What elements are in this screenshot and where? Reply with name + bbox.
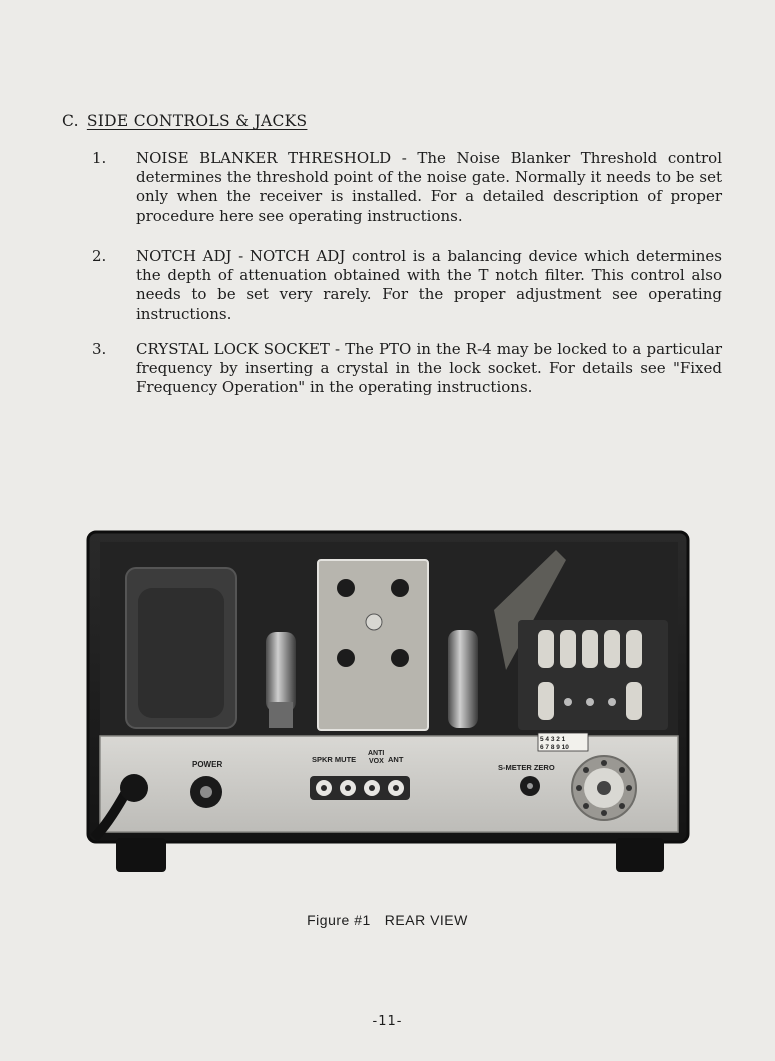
section-letter: C. [62,112,79,130]
socket-numbers-row1: 5 4 3 2 1 [540,736,566,743]
s-meter-zero-label: S-METER ZERO [498,763,555,772]
right-foot [616,838,664,872]
page-number: -11- [372,1014,403,1029]
section-title: SIDE CONTROLS & JACKS [86,112,308,130]
list-item [92,149,722,226]
item-text: CRYSTAL LOCK SOCKET - The PTO in the R-4 may be locked to a particular frequency by inserting a crystal in the lock socket. For details see "Fixed Frequency Operation" in the operating instructions. [136,340,722,397]
item-text: NOTCH ADJ - NOTCH ADJ control is a balancing device which determines the depth of attenuation obtained with the T notch filter. This control also needs to be set very rarely. For the proper adjustment see operating instructions. [136,247,722,323]
figure-caption [0,912,775,928]
item-number: 3. [92,340,107,358]
list-item [92,340,722,398]
list-item [92,247,722,324]
power-label: POWER [192,760,223,769]
figure-title: REAR VIEW [384,912,468,928]
vox-label: VOX [369,758,384,765]
item-number: 2. [92,247,107,265]
item-text: NOISE BLANKER THRESHOLD - The Noise Blanker Threshold control determines the threshold point of the noise gate. Normally it needs to be set only when the receiver is installed. For a detailed description of proper procedure here see operating instructions. [136,149,722,225]
ant-label: ANT [388,755,404,764]
spkr-mute-label: SPKR MUTE [312,755,357,764]
anti-label: ANTI [368,750,385,757]
figure-number: Figure #1 [307,912,371,928]
left-foot [116,838,166,872]
socket-numbers-row2: 6 7 8 9 10 [540,744,569,751]
rear-view-photo [86,530,690,874]
vacuum-tube [266,632,296,712]
pto-shield [318,560,428,730]
item-number: 1. [92,149,107,167]
vacuum-tube [448,630,478,728]
section-heading [62,112,307,130]
